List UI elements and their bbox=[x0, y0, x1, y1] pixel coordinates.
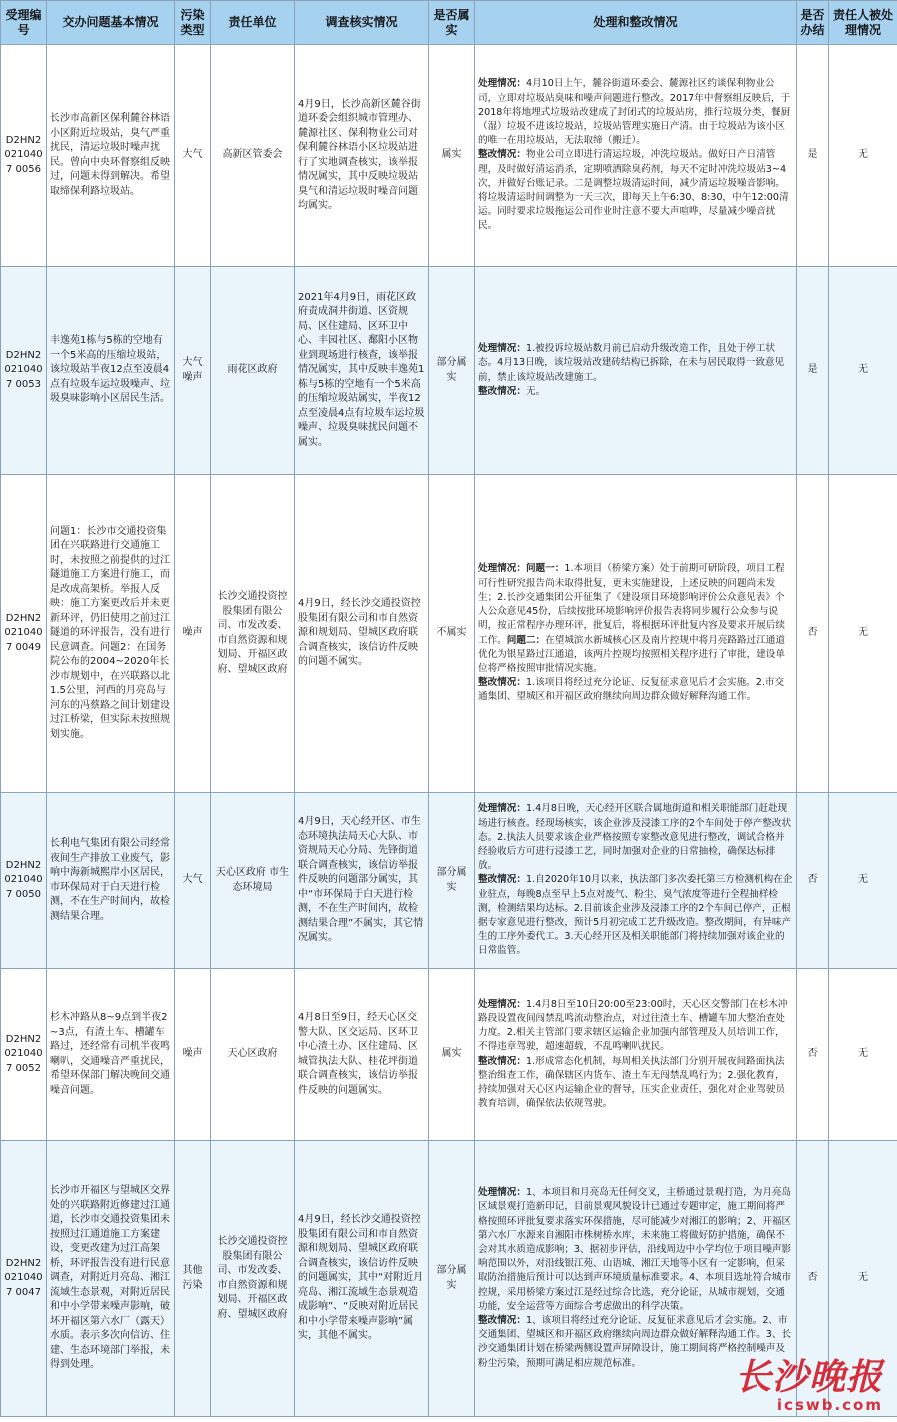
header-verified: 是否属实 bbox=[429, 1, 475, 45]
rectification-paragraph bbox=[478, 148, 793, 233]
punished-status: 无 bbox=[829, 1141, 897, 1417]
punished-status: 无 bbox=[829, 45, 897, 267]
header-type: 污染类型 bbox=[175, 1, 211, 45]
handling-text: 1.4月8日至10日20:00至23:00时，天心区交警部门在杉木冲路段设置夜间闯禁乱鸣流动整治点，对过往渣土车、槽罐车加大整治查处力度。2.相关主管部门要求辖区运输企业加强内部管理及人员培训工作，不得违章驾驶，超速超载，不乱鸣喇叭扰民。 bbox=[478, 998, 788, 1053]
problem-description: 杉木冲路从8~9点到半夜2~3点，有渣土车、槽罐车路过，还经常有司机半夜鸣喇叭，交通噪音严重扰民，希望环保部门解决晚间交通噪音问题。 bbox=[47, 969, 175, 1141]
handling-label: 处理情况： bbox=[478, 343, 526, 355]
verified-status: 属实 bbox=[429, 45, 475, 267]
handling-label: 处理情况： bbox=[478, 803, 526, 815]
header-closed: 是否办结 bbox=[797, 1, 829, 45]
pollution-type: 大气 噪声 bbox=[175, 267, 211, 475]
responsible-unit: 长沙交通投资控股集团有限公司、市发改委、市自然资源和规划局、开福区政府、望城区政府 bbox=[211, 475, 295, 793]
investigation-result: 4月8日至9日，经天心区交警大队、区交运局、区环卫中心渣土办、区住建局、区城管执法大队、桂花坪街道联合调查核实，该信访举报件反映的问题属实。 bbox=[295, 969, 429, 1141]
handling-text: 1.被投诉垃圾站数月前已启动升级改造工作，且处于停工状态。4月13日晚，该垃圾站改建砖结构已拆除，在未与居民取得一致意见前，禁止该垃圾站改建施工。 bbox=[478, 343, 785, 383]
rectification-paragraph bbox=[478, 873, 793, 958]
problem-description: 长沙市开福区与望城区交界处的兴联路附近修建过江通道，长沙市交通投资集团未按照过江通道施工方案建设，变更改建为过江高架桥，环评报告没有进行民意调查，对附近月亮岛、湘江流域生态景观，对附近居民和中小学带来噪声影响，破坏开福区第六水厂（露天）水质。表示多次向信访、住建、生态环境部门举报，未得到处理。 bbox=[47, 1141, 175, 1417]
investigation-result: 4月9日，天心经开区、市生态环境执法局天心大队、市资规局天心分局、先锋街道联合调查核实，该信访举报件反映的问题部分属实，其中“市环保局于白天进行检测，不在生产时间内，故检测结果合理”不属实，其它情况属实。 bbox=[295, 793, 429, 969]
rectification-label: 整改情况： bbox=[478, 874, 526, 886]
rectification-text: 物业公司立即进行清运垃圾，冲洗垃圾站。做好日产日清管理，及时做好清运消杀，定期喷洒除臭药剂，每天不定时冲洗垃圾站3~4次，并做好台账记录。二是调整垃圾清运时间，减少清运垃圾噪音影响。将垃圾清运时间调整为一天三次，即每天上午6:30、8:30，中午12:00清运。同时要求垃圾拖运公司作业时注意不要大声喧哗，尽量减少噪音扰民。 bbox=[478, 149, 789, 232]
investigation-result: 4月9日，经长沙交通投资控股集团有限公司和市自然资源和规划局、望城区政府联合调查核实，该信访件反映的问题不属实。 bbox=[295, 475, 429, 793]
problem-description: 丰逸苑1栋与5栋的空地有一个5米高的压缩垃圾站，该垃圾站半夜12点至凌晨4点有垃圾车运垃圾噪声、垃圾臭味影响小区居民生活。 bbox=[47, 267, 175, 475]
pollution-type: 其他 污染 bbox=[175, 1141, 211, 1417]
responsible-unit: 雨花区政府 bbox=[211, 267, 295, 475]
table-row bbox=[1, 793, 897, 969]
responsible-unit: 长沙交通投资控股集团有限公司、市发改委、市自然资源和规划局、开福区政府、望城区政府 bbox=[211, 1141, 295, 1417]
handling-label: 处理情况： bbox=[478, 78, 526, 90]
investigation-result: 2021年4月9日，雨花区政府责成洞井街道、区资规局、区住建局、区环卫中心、丰园社区、鄱阳小区物业到现场进行核查，该举报情况属实，其中反映丰逸苑1栋与5栋的空地有一个5米高的压缩垃圾站属实，半夜12点至凌晨4点有垃圾车运垃圾噪声、垃圾臭味扰民问题不属实。 bbox=[295, 267, 429, 475]
closed-status: 否 bbox=[797, 1141, 829, 1417]
closed-status: 是 bbox=[797, 267, 829, 475]
handling-text: 1.4月8日晚，天心经开区联合属地街道和相关职能部门赶赴现场进行核查。经现场核实，该企业涉及浸漆工序的2个车间处于停产整改状态。2.执法人员要求该企业严格按照专家整改意见进行整改，调试合格并经验收后方可进行浸漆工艺，同时加强对企业的日常抽检，确保达标排放。 bbox=[478, 803, 792, 872]
rectification-label: 整改情况： bbox=[478, 385, 526, 397]
rectification-paragraph bbox=[478, 1314, 793, 1371]
rectification-text: 1、该项目将经过充分论证、反复征求意见后才会实施。2、市交通集团、望城区和开福区政府继续向周边群众做好解释沟通工作。3、长沙交通集团计划在桥梁两侧设置声屏障设计，施工期间将严格控制噪声及粉尘污染，预期可满足相应规范标准。 bbox=[478, 1315, 792, 1369]
rectification-text: 1.自2020年10月以来，执法部门多次委托第三方检测机构在企业驻点，每晚8点至早上5点对废气、粉尘、臭气浓度等进行全程抽样检测，检测结果均达标。2.目前该企业涉及浸漆工序的2个车间已停产，正根据专家意见进行整改，预计5月初完成工艺升级改造。整改期间，有异味产生的工序外委代工。3.天心经开区及相关职能部门将持续加强对该企业的日常监管。 bbox=[478, 874, 793, 957]
header-investigation: 调查核实情况 bbox=[295, 1, 429, 45]
rectification-paragraph bbox=[478, 385, 793, 399]
handling-cell bbox=[475, 793, 797, 969]
handling-cell bbox=[475, 1141, 797, 1417]
handling-paragraph bbox=[478, 77, 793, 148]
rectification-text: 无。 bbox=[525, 385, 546, 397]
handling-paragraph bbox=[478, 802, 793, 873]
issue1-label: 问题一： bbox=[525, 563, 565, 575]
case-id: D2HN20210407 0049 bbox=[1, 475, 47, 793]
case-id: D2HN20210407 0052 bbox=[1, 969, 47, 1141]
problem-description: 问题1：长沙市交通投资集团在兴联路进行交通施工时，未按照之前提供的过江隧道施工方案进行施工，而是改成高架桥。举报人反映：施工方案更改后并未更新环评，仍旧使用之前过江隧道的环评报告，没有进行民意调查。问题2：在国务院公布的2004~2020年长沙市规划中，在兴联路以北1.5公里，河西的月亮岛与河东的冯蔡路之间计划建设过江桥梁，但实际未按照规划实施。 bbox=[47, 475, 175, 793]
handling-label: 处理情况： bbox=[478, 998, 526, 1010]
handling-cell bbox=[475, 267, 797, 475]
handling-paragraph bbox=[478, 1186, 793, 1314]
table-row bbox=[1, 267, 897, 475]
verified-status: 部分属实 bbox=[429, 267, 475, 475]
handling-cell bbox=[475, 969, 797, 1141]
pollution-type: 噪声 bbox=[175, 969, 211, 1141]
responsible-unit: 高新区管委会 bbox=[211, 45, 295, 267]
handling-text: 4月10日上午，麓谷街道环委会、麓源社区约谈保利物业公司，立即对垃圾站臭味和噪声问题进行整改。2017年中督察组反映后，于2018年将地埋式垃圾站改建成了封闭式的垃圾站房，推行垃圾分类，餐厨（湿）垃圾不进该垃圾站，垃圾站管理实施日产清。由于垃圾站为该小区的唯一在用垃圾站，无法取缔（搬迁）。 bbox=[478, 78, 791, 147]
closed-status: 否 bbox=[797, 475, 829, 793]
case-id: D2HN20210407 0053 bbox=[1, 267, 47, 475]
investigation-result: 4月9日，经长沙交通投资控股集团有限公司和市自然资源和规划局、望城区政府联合调查核实，该信访件反映的问题属实，其中“对附近月亮岛、湘江流域生态景观造成影响”、“反映对附近居民和中小学带来噪声影响”属实，其他不属实。 bbox=[295, 1141, 429, 1417]
handling-paragraph bbox=[478, 998, 793, 1055]
table-row bbox=[1, 475, 897, 793]
table-row bbox=[1, 45, 897, 267]
investigation-result: 4月9日，长沙高新区麓谷街道环委会组织城市管理办、麓源社区、保利物业公司对保利麓谷林语小区垃圾站进行了实地调查核实，该举报情况属实，其中反映垃圾站臭气和清运垃圾时噪音问题均属实。 bbox=[295, 45, 429, 267]
rectification-text: 1.该项目将经过充分论证、反复征求意见后才会实施。2.市交通集团、望城区和开福区政府继续向周边群众做好解释沟通工作。 bbox=[478, 677, 785, 703]
closed-status: 否 bbox=[797, 793, 829, 969]
header-unit: 责任单位 bbox=[211, 1, 295, 45]
verified-status: 部分属实 bbox=[429, 1141, 475, 1417]
closed-status: 否 bbox=[797, 969, 829, 1141]
watermark-logo: 长沙晚报 bbox=[734, 1356, 883, 1398]
rectification-paragraph bbox=[478, 1055, 793, 1112]
handling-cell bbox=[475, 45, 797, 267]
rectification-label: 整改情况： bbox=[478, 1055, 526, 1067]
case-id: D2HN20210407 0056 bbox=[1, 45, 47, 267]
table-row bbox=[1, 969, 897, 1141]
handling-text-issue2: 在望城滨水新城核心区及南片控规中将月亮路路过江通道优化为银星路过江通道，该两片控规均按照相关程序进行了审批，建设单位将严格按照审批情况实施。 bbox=[478, 634, 785, 674]
verified-status: 属实 bbox=[429, 969, 475, 1141]
punished-status: 无 bbox=[829, 267, 897, 475]
verified-status: 部分属实 bbox=[429, 793, 475, 969]
verified-status: 不属实 bbox=[429, 475, 475, 793]
handling-cell bbox=[475, 475, 797, 793]
problem-description: 长沙市高新区保利麓谷林语小区附近垃圾站，臭气严重扰民，清运垃圾时噪声扰民。曾向中央环督察组反映过，问题未得到解决。希望取缔保利路垃圾站。 bbox=[47, 45, 175, 267]
rectification-label: 整改情况： bbox=[478, 149, 526, 161]
rectification-label: 整改情况： bbox=[478, 677, 526, 689]
handling-label: 处理情况： bbox=[478, 1187, 526, 1199]
closed-status: 是 bbox=[797, 45, 829, 267]
watermark-url: icswb.com bbox=[776, 1396, 883, 1414]
handling-text: 1、本项目和月亮岛无任何交叉，主桥通过景观打造，为月亮岛区域景观打造新印记，目前景观风貌设计已通过专题审定，施工期间将严格按照环评批复要求落实环保措施，尽可能减少对湘江的影响；2、开福区第六水厂水源来自湘阳市株树桥水库，未来施工将做好防护措施，确保不会对其水质造成影响；3、据初步评估，沿线周边中小学均位于项目噪声影响范围以外，对沿线银江苑、山语城、湘江天地等小区有一定影响，但采取防治措施后预计可以达到声环境质量标准要求。4、本项目选址符合城市控规，采用桥梁方案过江是经过综合比选，充分论证，从城市规划，交通功能，安全运营等方面综合考虑做出的科学决策。 bbox=[478, 1187, 792, 1312]
pollution-type: 噪声 bbox=[175, 475, 211, 793]
issue2-label: 问题二： bbox=[506, 634, 546, 646]
handling-text-issue1: 1.本项目（桥梁方案）处于前期可研阶段，项目工程可行性研究报告尚未取得批复，更未实施建设，上述反映的问题尚未发生；2.长沙交通集团公开征集了《建设项目环境影响评价公众意见表》个人公众意见45份，后续按批环境影响评价报告表将同步履行公众参与说明，按正常程序办理环评，批复后，将根据环评批复内容及要求开展后续工作。 bbox=[478, 563, 785, 646]
header-punished: 责任人被处理情况 bbox=[829, 1, 897, 45]
punished-status: 无 bbox=[829, 475, 897, 793]
header-problem: 交办问题基本情况 bbox=[47, 1, 175, 45]
header-handling: 处理和整改情况 bbox=[475, 1, 797, 45]
table-row bbox=[1, 1141, 897, 1417]
pollution-type: 大气 bbox=[175, 793, 211, 969]
handling-paragraph bbox=[478, 342, 793, 385]
table-header-row bbox=[1, 1, 897, 45]
rectification-label: 整改情况： bbox=[478, 1315, 526, 1326]
rectification-text: 1.形成常态化机制，每周相关执法部门分别开展夜间路面执法整治缉查工作，确保辖区内货车、渣土车无闯禁乱鸣行为；2.强化教育，持续加强对天心区内运输企业的督导，压实企业责任，强化对企业驾驶员教育培训，确保依法依规驾驶。 bbox=[478, 1055, 785, 1110]
handling-paragraph bbox=[478, 562, 793, 676]
case-id: D2HN20210407 0050 bbox=[1, 793, 47, 969]
header-id: 受理编号 bbox=[1, 1, 47, 45]
pollution-type: 大气 bbox=[175, 45, 211, 267]
problem-description: 长利电气集团有限公司经常夜间生产排放工业废气，影响中海新城熙岸小区居民，市环保局对于白天进行检测，不在生产时间内，故检测结果合理。 bbox=[47, 793, 175, 969]
responsible-unit: 天心区政府 bbox=[211, 969, 295, 1141]
responsible-unit: 天心区政府 市生态环境局 bbox=[211, 793, 295, 969]
rectification-paragraph bbox=[478, 676, 793, 704]
punished-status: 无 bbox=[829, 969, 897, 1141]
case-id: D2HN20210407 0047 bbox=[1, 1141, 47, 1417]
punished-status: 无 bbox=[829, 793, 897, 969]
handling-label: 处理情况： bbox=[478, 563, 526, 575]
